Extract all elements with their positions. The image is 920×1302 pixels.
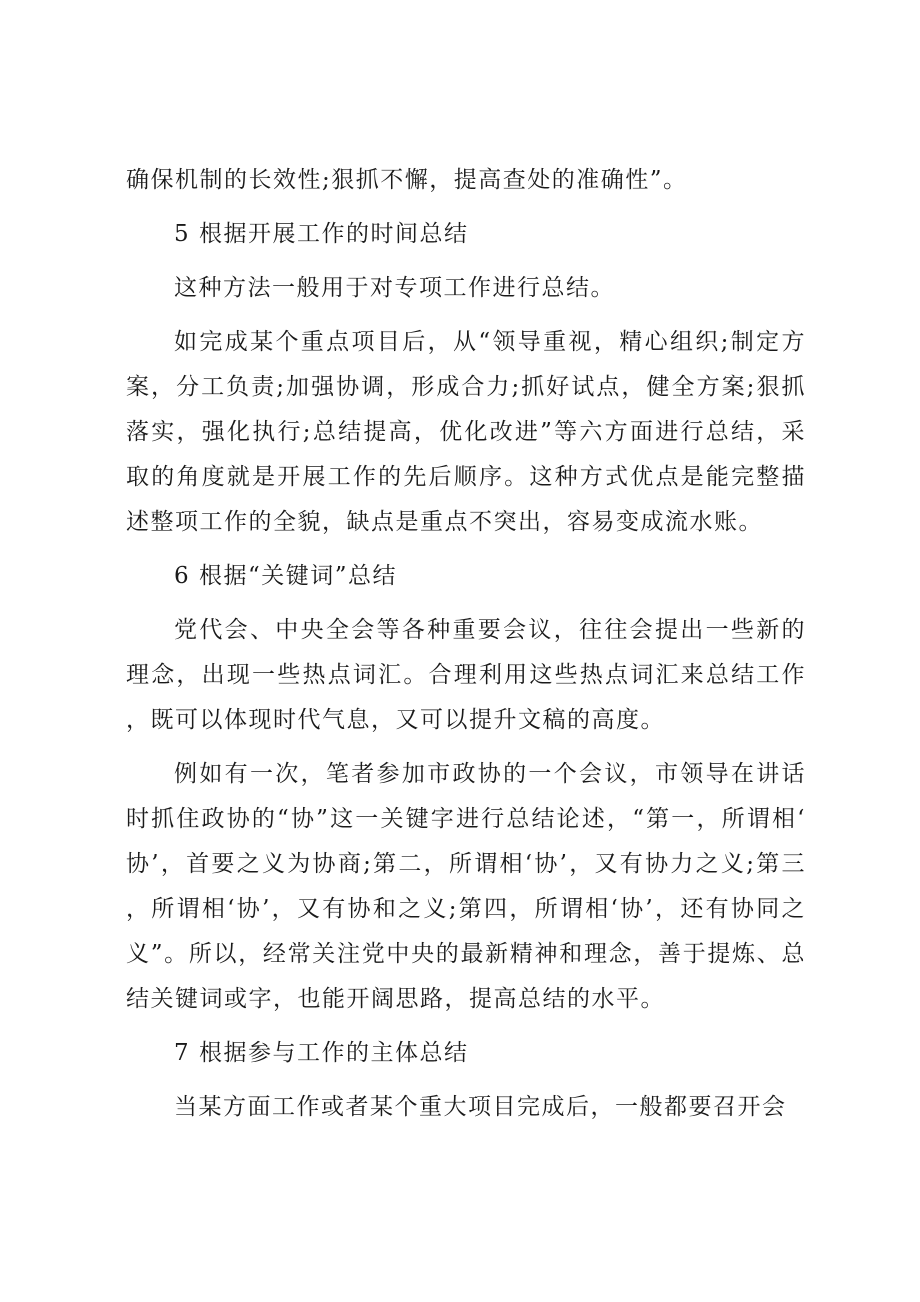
section-heading-6: 6 根据“关键词”总结	[174, 563, 397, 589]
paragraph: 当某方面工作或者某个重大项目完成后，一般都要召开会	[174, 1094, 787, 1120]
paragraph: 这种方法一般用于对专项工作进行总结。	[174, 275, 615, 301]
paragraph-continuation: 确保机制的长效性;狠抓不懈，提高查处的准确性”。	[126, 167, 688, 193]
paragraph: 例如有一次，笔者参加市政协的一个会议，市领导在讲话时抓住政协的“协”这一关键字进行总结论述，“第一，所谓相‘协’，首要之义为协商;第二，所谓相‘协’，又有协力之义;第三，所谓相‘协’，又有协和之义;第四，所谓相‘协’，还有协同之义”。所以，经常关注党中央的最新精神和理念，善于提炼、总结关键词或字，也能开阔思路，提高总结的水平。	[126, 761, 806, 1012]
section-heading-5: 5 根据开展工作的时间总结	[174, 221, 469, 247]
paragraph: 如完成某个重点项目后，从“领导重视，精心组织;制定方案，分工负责;加强协调，形成合力;抓好试点，健全方案;狠抓落实，强化执行;总结提高，优化改进”等六方面进行总结，采取的角度就是开展工作的先后顺序。这种方式优点是能完整描述整项工作的全貌，缺点是重点不突出，容易变成流水账。	[126, 329, 806, 535]
section-heading-7: 7 根据参与工作的主体总结	[174, 1040, 469, 1066]
paragraph: 党代会、中央全会等各种重要会议，往往会提出一些新的理念，出现一些热点词汇。合理利用这些热点词汇来总结工作，既可以体现时代气息，又可以提升文稿的高度。	[126, 617, 806, 733]
document-body	[126, 158, 806, 1139]
